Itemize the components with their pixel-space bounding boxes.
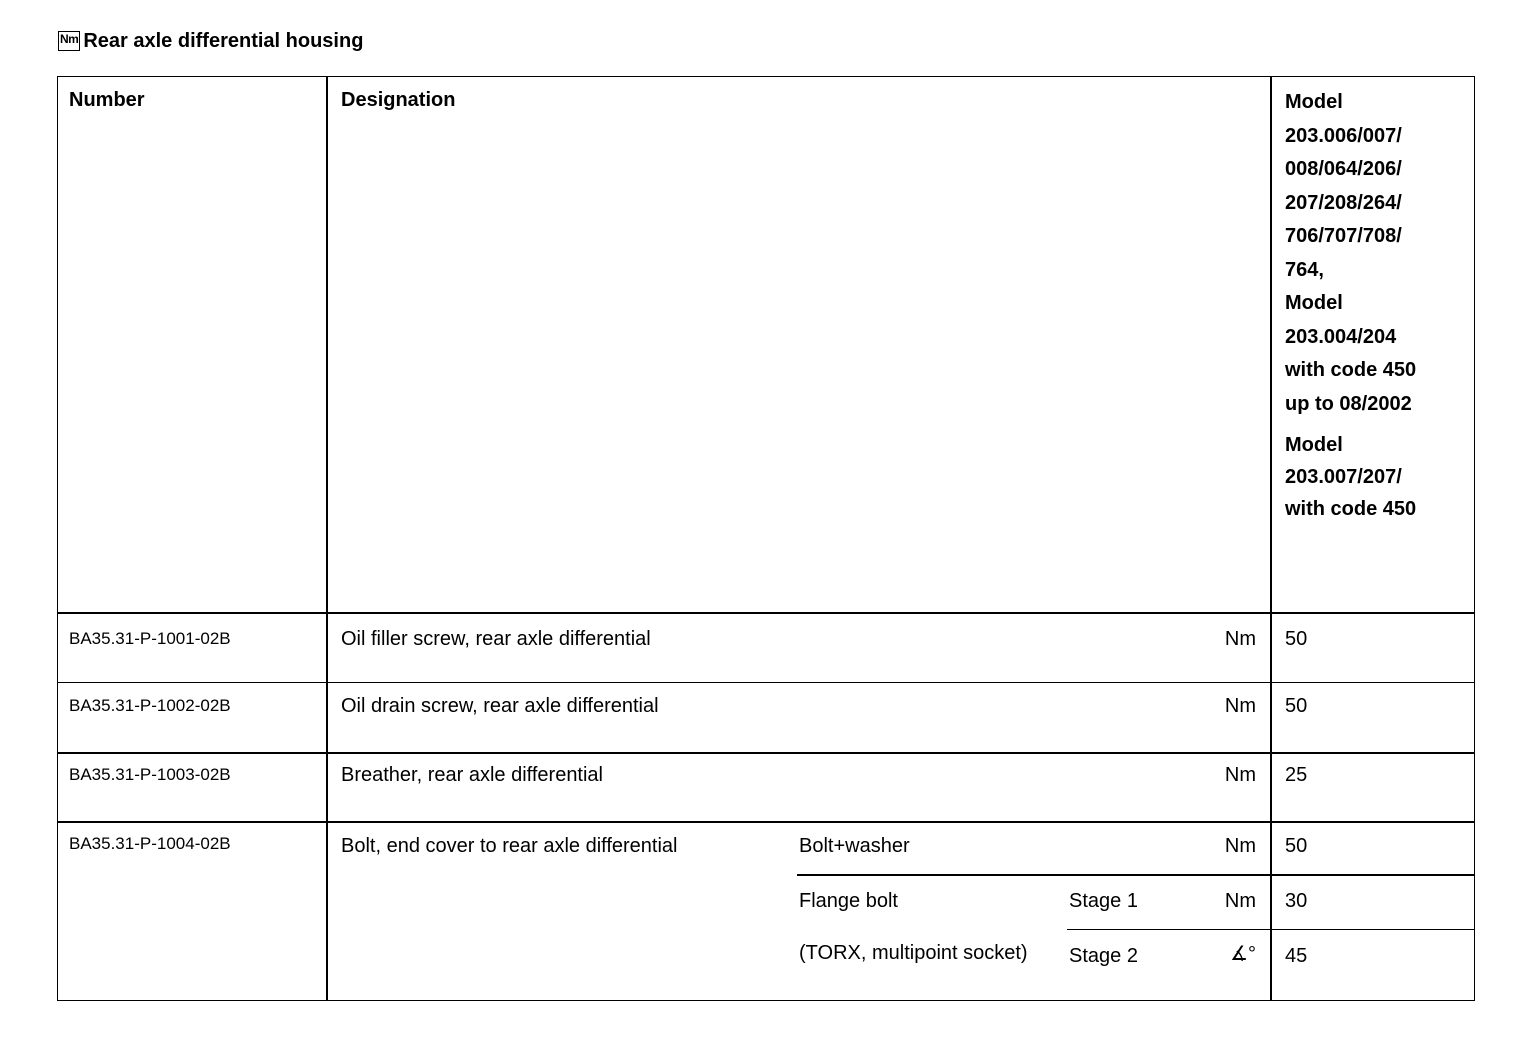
row-designation: Oil drain screw, rear axle differential (341, 695, 659, 717)
angle-icon: ∡° (1230, 943, 1256, 965)
sub-stage: Stage 1 (1069, 890, 1138, 912)
model-line: 203.004/204 (1285, 325, 1397, 348)
sub-row-divider (797, 874, 1475, 876)
row-number: BA35.31-P-1004-02B (69, 834, 231, 853)
document-title: Rear axle differential housing (83, 30, 364, 52)
header-number: Number (69, 89, 145, 111)
model-line: Model (1285, 292, 1343, 314)
column-divider (326, 76, 328, 1001)
row-divider (57, 752, 1475, 754)
model-line: 008/064/206/ (1285, 158, 1402, 180)
sub-row-divider (1067, 929, 1475, 930)
torque-table (57, 76, 1475, 1001)
sub-part: Bolt+washer (799, 835, 910, 857)
row-number: BA35.31-P-1001-02B (69, 629, 231, 648)
sub-stage: Stage 2 (1069, 945, 1138, 967)
model-line: with code 450 (1285, 359, 1417, 381)
model-line: 203.006/007/ (1285, 124, 1402, 147)
model-line: 706/707/708/ (1285, 225, 1402, 247)
row-value: 50 (1285, 695, 1308, 717)
model-line: 207/208/264/ (1285, 191, 1402, 214)
header-model (1285, 86, 1416, 525)
row-number: BA35.31-P-1002-02B (69, 696, 231, 715)
sub-value: 45 (1285, 945, 1308, 967)
document-heading (58, 30, 363, 53)
sub-value: 50 (1285, 835, 1308, 857)
model-line: Model (1285, 91, 1343, 113)
row-value: 25 (1285, 764, 1308, 786)
row-designation: Oil filler screw, rear axle differential (341, 628, 651, 650)
row-designation: Breather, rear axle differential (341, 764, 604, 786)
row-number: BA35.31-P-1003-02B (69, 765, 231, 784)
row-unit: Nm (1224, 764, 1256, 786)
sub-unit: Nm (1224, 890, 1256, 912)
column-divider (1270, 76, 1272, 1001)
row-unit: Nm (1224, 695, 1256, 717)
row-designation: Bolt, end cover to rear axle differential (341, 835, 678, 857)
model-line: 203.007/207/ (1285, 466, 1402, 488)
header-designation: Designation (341, 89, 456, 111)
sub-unit: Nm (1224, 835, 1256, 857)
model-line: up to 08/2002 (1285, 392, 1412, 415)
row-unit: Nm (1224, 628, 1256, 650)
model-line: with code 450 (1285, 498, 1417, 520)
row-divider (57, 821, 1475, 823)
model-line: 764, (1285, 258, 1324, 281)
model-line: Model (1285, 434, 1343, 456)
row-divider (57, 612, 1475, 614)
row-divider (57, 682, 1475, 683)
nm-icon: Nm (58, 31, 80, 51)
sub-part: Flange bolt (799, 890, 898, 912)
row-value: 50 (1285, 628, 1308, 650)
sub-value: 30 (1285, 890, 1308, 912)
sub-part: (TORX, multipoint socket) (799, 942, 1028, 964)
